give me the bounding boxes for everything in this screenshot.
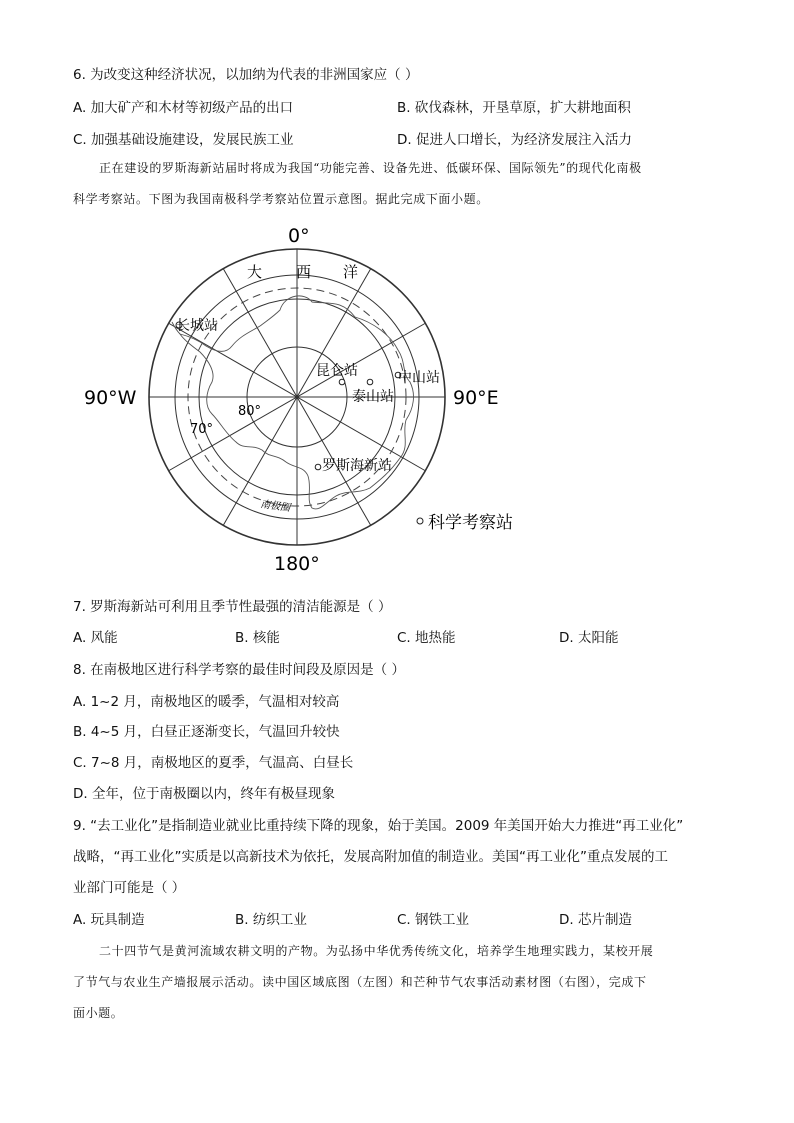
q7-option-d: D. 太阳能: [559, 630, 619, 646]
q8-option-c: C. 7~8 月，南极地区的夏季，气温高、白昼长: [73, 755, 354, 771]
q8-option-b: B. 4~5 月，白昼正逐渐变长，气温回升较快: [73, 724, 340, 740]
q8-option-d: D. 全年，位于南极圈以内，终年有极昼现象: [73, 786, 335, 802]
antarctic-circle-label: 南极圈: [259, 499, 291, 515]
station-label-luosihai: 罗斯海新站: [322, 458, 392, 474]
station-label-zhongshan: 中山站: [398, 370, 440, 386]
q6-option-a: A. 加大矿产和木材等初级产品的出口: [73, 100, 294, 116]
intro2-line2: 了节气与农业生产墙报展示活动。读中国区域底图（左图）和芒种节气农事活动素材图（右图），完成下: [73, 975, 647, 989]
intro2-line1: 二十四节气是黄河流域农耕文明的产物。为弘扬中华优秀传统文化，培养学生地理实践力，某校开展: [99, 944, 654, 958]
intro-paragraph-solar-terms: [73, 941, 723, 1023]
q9-option-d: D. 芯片制造: [559, 912, 632, 928]
q6-stem: 6. 为改变这种经济状况，以加纳为代表的非洲国家应（ ）: [73, 67, 419, 83]
q7-option-b: B. 核能: [235, 630, 280, 646]
q9-line3: 业部门可能是（ ）: [73, 880, 186, 896]
intro1-line2: 科学考察站。下图为我国南极科学考察站位置示意图。据此完成下面小题。: [73, 192, 489, 206]
legend-label: 科学考察站: [428, 513, 513, 533]
latitude-label-70: 70°: [190, 422, 214, 437]
station-marker-kunlun: [339, 379, 345, 385]
intro-paragraph-antarctic: [73, 158, 723, 209]
legend-marker: [417, 518, 423, 524]
q9-line2: 战略，“再工业化”实质是以高新技术为依托，发展高附加值的制造业。美国“再工业化”重点发展的工: [73, 849, 668, 865]
station-label-kunlun: 昆仑站: [316, 363, 358, 379]
latitude-label-80: 80°: [238, 404, 262, 419]
q9-option-a: A. 玩具制造: [73, 912, 145, 928]
ocean-label-2: 西: [296, 263, 312, 281]
map-label-90e: 90°E: [453, 387, 499, 409]
antarctic-station-map: [80, 222, 550, 578]
q7-option-c: C. 地热能: [397, 630, 456, 646]
intro2-line3: 面小题。: [73, 1006, 124, 1020]
q9-line1: 9. “去工业化”是指制造业就业比重持续下降的现象，始于美国。2009 年美国开始大力推进“再工业化”: [73, 818, 684, 834]
map-label-0: 0°: [288, 225, 310, 247]
q9-option-c: C. 钢铁工业: [397, 912, 470, 928]
q6-option-b: B. 砍伐森林，开垦草原，扩大耕地面积: [397, 100, 631, 116]
q8-stem: 8. 在南极地区进行科学考察的最佳时间段及原因是（ ）: [73, 662, 405, 678]
q9-option-b: B. 纺织工业: [235, 912, 307, 928]
station-label-taishan: 泰山站: [352, 389, 394, 405]
map-label-180: 180°: [274, 553, 320, 575]
q7-stem: 7. 罗斯海新站可利用且季节性最强的清洁能源是（ ）: [73, 599, 392, 615]
ocean-label-1: 大: [247, 263, 263, 281]
station-marker-luosihai: [315, 464, 321, 470]
station-marker-taishan: [367, 379, 373, 385]
q8-option-a: A. 1~2 月，南极地区的暖季，气温相对较高: [73, 694, 340, 710]
station-label-changcheng: 长城站: [176, 318, 218, 334]
ocean-label-3: 洋: [343, 263, 359, 281]
meridian-lines: [142, 242, 452, 552]
map-label-90w: 90°W: [84, 387, 137, 409]
intro1-line1: 正在建设的罗斯海新站届时将成为我国“功能完善、设备先进、低碳环保、国际领先”的现代化南极: [99, 161, 642, 175]
q6-option-d: D. 促进人口增长，为经济发展注入活力: [397, 132, 632, 148]
q6-option-c: C. 加强基础设施建设，发展民族工业: [73, 132, 294, 148]
q7-option-a: A. 风能: [73, 630, 118, 646]
